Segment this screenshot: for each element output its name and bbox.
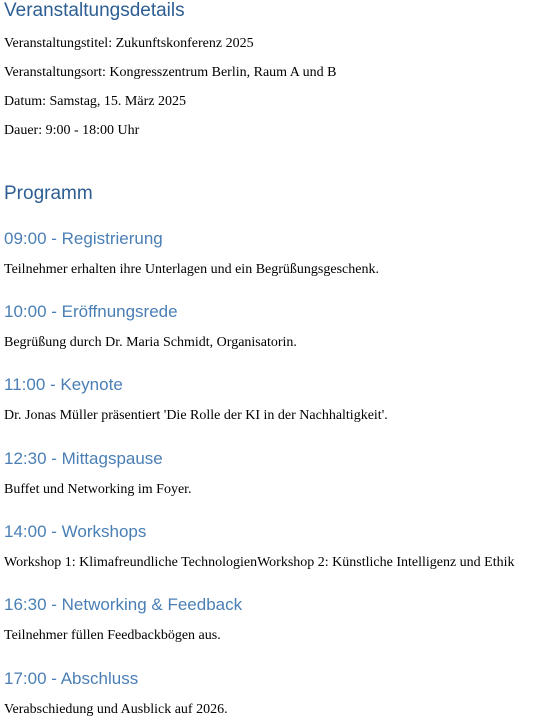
- program-heading: Programm: [4, 183, 93, 204]
- program-item-title: 12:30 - Mittagspause: [4, 449, 163, 468]
- detail-location: Veranstaltungsort: Kongresszentrum Berlin, Raum A und B: [4, 65, 337, 80]
- program-item-description: Teilnehmer füllen Feedbackbögen aus.: [4, 628, 221, 643]
- program-item-description: Teilnehmer erhalten ihre Unterlagen und ein Begrüßungsgeschenk.: [4, 262, 379, 277]
- program-item-title: 17:00 - Abschluss: [4, 669, 139, 688]
- program-item-description: Dr. Jonas Müller präsentiert 'Die Rolle der KI in der Nachhaltigkeit'.: [4, 408, 388, 423]
- program-item-title: 16:30 - Networking & Feedback: [4, 595, 243, 614]
- program-item-description: Begrüßung durch Dr. Maria Schmidt, Organisatorin.: [4, 335, 297, 350]
- details-heading: Veranstaltungsdetails: [4, 0, 185, 21]
- detail-duration: Dauer: 9:00 - 18:00 Uhr: [4, 123, 140, 138]
- program-item-title: 11:00 - Keynote: [4, 375, 123, 394]
- program-item-description: Buffet und Networking im Foyer.: [4, 482, 192, 497]
- program-item-description: Verabschiedung und Ausblick auf 2026.: [4, 702, 228, 717]
- program-item-title: 09:00 - Registrierung: [4, 229, 163, 248]
- detail-title: Veranstaltungstitel: Zukunftskonferenz 2025: [4, 36, 254, 51]
- program-item-description: Workshop 1: Klimafreundliche TechnologienWorkshop 2: Künstliche Intelligenz und Ethik: [4, 555, 515, 570]
- program-item-title: 14:00 - Workshops: [4, 522, 147, 541]
- program-item-title: 10:00 - Eröffnungsrede: [4, 302, 178, 321]
- detail-date: Datum: Samstag, 15. März 2025: [4, 94, 186, 109]
